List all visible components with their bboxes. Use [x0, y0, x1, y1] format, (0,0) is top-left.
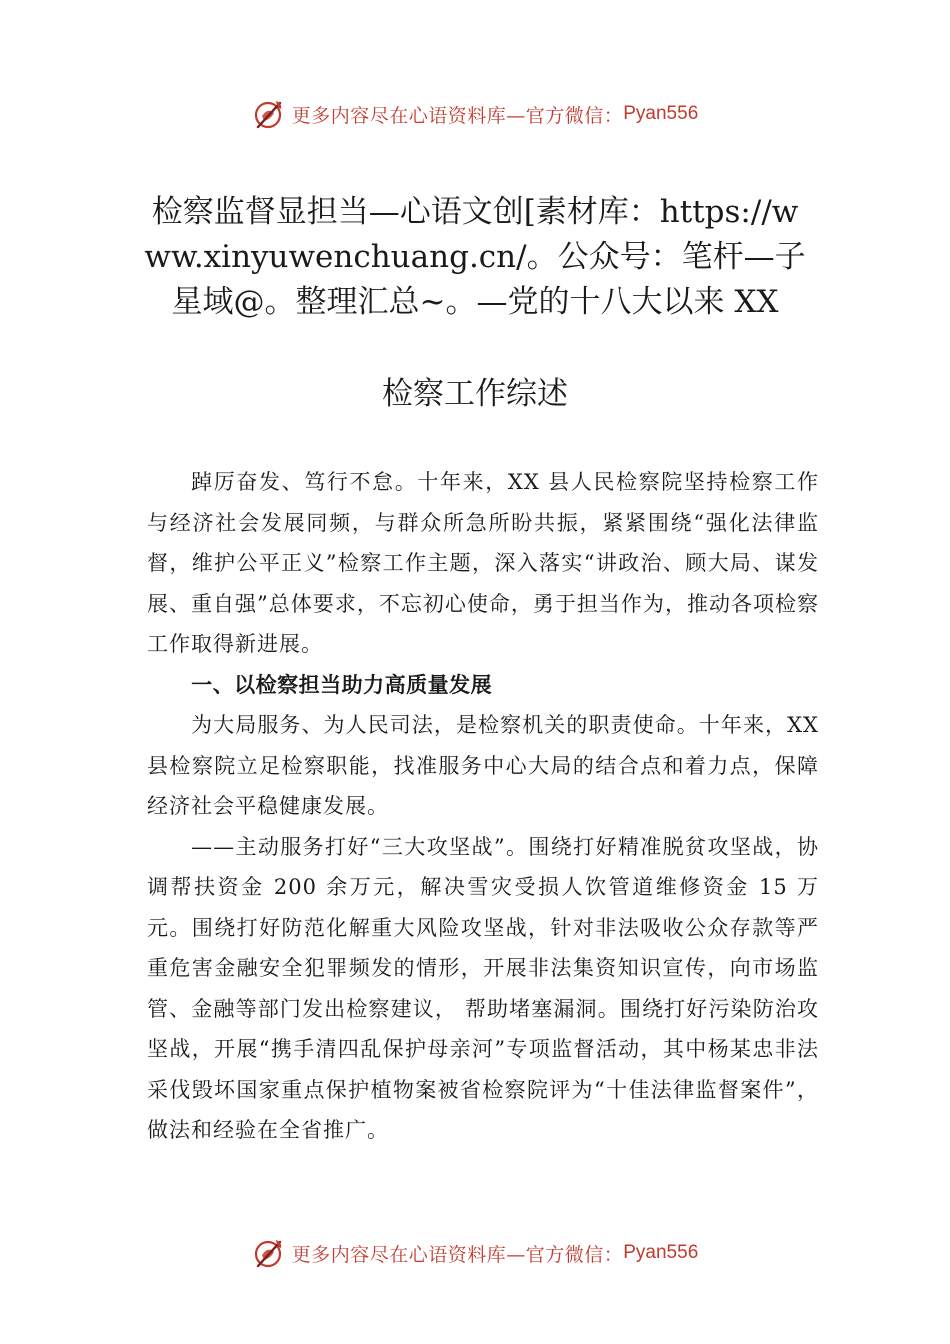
document-subtitle: 检察工作综述 — [382, 376, 568, 412]
wechat-id: Pyan556 — [623, 1242, 699, 1263]
document-title: 检察监督显担当—心语文创[素材库：https://www.xinyuwenchuang.cn/。公众号：笔杆—子星域@。整理汇总~。—党的十八大以来 XX — [144, 194, 806, 320]
wechat-id: Pyan556 — [623, 103, 699, 124]
section-paragraph: ——主动服务打好“三大攻坚战”。围绕打好精准脱贫攻坚战，协调帮扶资金 200 余万元，解决雪灾受损人饮管道维修资金 15 万元。围绕打好防范化解重大风险攻坚战，针对非法吸收公众存款等严重危害金融安全犯罪频发的情形，开展非法集资知识宣传，向市场监管、金融等部门发出检察建议， 帮助堵塞漏洞。围绕打好污染防治攻坚战，开展“携手清四乱保护母亲河”专项监督活动，其中杨某忠非法采伐毁坏国家重点保护植物案被省检察院评为“十佳法律监督案件”，做法和经验在全省推广。 — [147, 834, 819, 1142]
promo-text: 更多内容尽在心语资料库—官方微信： — [291, 1243, 624, 1266]
quill-heart-logo-icon — [252, 97, 286, 131]
section-heading: 一、以检察担当助力高质量发展 — [191, 672, 493, 697]
quill-heart-logo-icon — [252, 1236, 286, 1270]
header-banner — [0, 94, 950, 134]
footer-banner — [0, 1233, 950, 1273]
document-body — [147, 462, 819, 1151]
section-paragraph: 为大局服务、为人民司法，是检察机关的职责使命。十年来，XX 县检察院立足检察职能，找准服务中心大局的结合点和着力点，保障经济社会平稳健康发展。 — [147, 713, 819, 818]
intro-paragraph: 踔厉奋发、笃行不怠。十年来，XX 县人民检察院坚持检察工作与经济社会发展同频，与群众所急所盼共振，紧紧围绕“强化法律监督，维护公平正义”检察工作主题，深入落实“讲政治、顾大局、谋发展、重自强”总体要求，不忘初心使命，勇于担当作为，推动各项检察工作取得新进展。 — [147, 470, 819, 656]
promo-text: 更多内容尽在心语资料库—官方微信： — [291, 104, 624, 127]
